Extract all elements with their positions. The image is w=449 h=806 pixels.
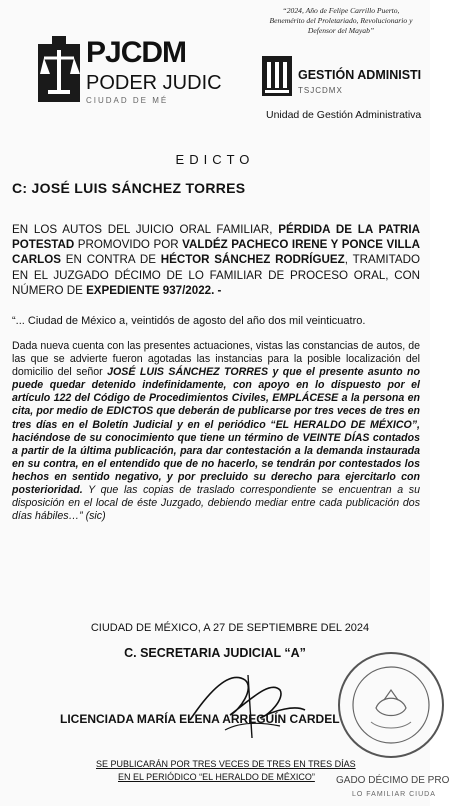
case-text-run: EN LOS AUTOS DEL JUICIO ORAL FAMILIAR, <box>12 223 279 236</box>
ruling-text-run: Dada nueva cuenta con las presentes actuaciones, vistas las constancias de autos, de las que se advierte fueron agotadas las instancias para la posible localización del domicilio del señor <box>12 340 420 379</box>
case-text-run: PROMOVIDO POR <box>74 238 183 252</box>
logo-acronym: PJCDM <box>86 36 187 69</box>
case-text-run: EXPEDIENTE 937/2022. - <box>86 283 222 297</box>
document-title: EDICTO <box>175 152 255 167</box>
case-text-run: , TRAMITADO EN EL JUZGADO DÉCIMO DE LO FAMILIAR DE PROCESO ORAL, CON NÚMERO DE <box>12 253 420 297</box>
secretary-title: C. SECRETARIA JUDICIAL “A” <box>124 646 306 660</box>
seal-caption: GADO DÉCIMO DE PRO <box>336 775 449 786</box>
logo-name: PODER JUDIC <box>86 72 222 94</box>
case-text-run: PÉRDIDA DE LA PATRIA POTESTAD <box>12 223 420 252</box>
header-motto: “2024, Año de Felipe Carrillo Puerto, Benemérito del Proletariado, Revolucionario y Defensor del Mayab” <box>269 6 413 35</box>
gestion-logo <box>262 52 430 102</box>
building-icon <box>262 56 292 96</box>
ruling-text-run: Y que las copias de traslado correspondiente se encuentran a su disposición en el local de éste Juzgado, debiendo mediar entre cada publicación dos días hábiles…” (sic) <box>12 484 420 523</box>
unit-name: Unidad de Gestión Administrativa <box>266 109 422 121</box>
publication-note <box>96 758 356 784</box>
addressee: C: JOSÉ LUIS SÁNCHEZ TORRES <box>12 180 246 196</box>
court-seal-stamp <box>336 650 446 760</box>
publication-note-line-1: SE PUBLICARÁN POR TRES VECES DE TRES EN TRES DÍAS <box>96 759 356 769</box>
scales-of-justice-icon <box>38 36 80 102</box>
gestion-title: GESTIÓN ADMINISTI <box>298 68 422 82</box>
seal-caption-2: LO FAMILIAR CIUDA <box>352 791 436 798</box>
case-paragraph <box>12 222 420 298</box>
date-line: CIUDAD DE MÉXICO, A 27 DE SEPTIEMBRE DEL 2024 <box>90 622 370 634</box>
gestion-subtitle: TSJCDMX <box>298 86 343 95</box>
ruling-text-run: JOSÉ LUIS SÁNCHEZ TORRES y que el presente asunto no puede quedar detenido indefinidamente, con apoyo en lo dispuesto por el artículo 122 del Código de Procedimientos Civiles, EMPLÁCESE a la persona en cita, por medio de EDICTOS que deberán de publicarse por tres veces de tres en tres días en el Boletín Judicial y en el periódico “EL HERALDO DE MÉXICO”, haciéndose de su conocimiento que tiene un término de VEINTE DÍAS contados a partir de la última publicación, para dar contestación a la demanda instaurada en su contra, en el entendido que de no hacerlo, se tendrán por contestados los hechos en sentido negativo, y por precluido su derecho para ejercitarlo con posterioridad. <box>12 366 420 497</box>
handwritten-signature <box>170 660 310 740</box>
case-text-run: HÉCTOR SÁNCHEZ RODRÍGUEZ <box>160 253 345 267</box>
case-text-run: EN CONTRA DE <box>60 253 161 267</box>
ruling-paragraph <box>12 340 420 523</box>
date-quote-paragraph: “... Ciudad de México a, veintidós de agosto del año dos mil veinticuatro. <box>12 315 366 327</box>
pjcdm-logo <box>38 36 222 108</box>
publication-note-line-2: EN EL PERIÓDICO “EL HERALDO DE MÉXICO” <box>118 772 315 782</box>
signer-name: LICENCIADA MARÍA ELENA ARREGUÍN CARDEL <box>60 712 340 726</box>
logo-subtitle: CIUDAD DE MÉ <box>86 96 169 105</box>
case-text-run: VALDÉZ PACHECO IRENE Y PONCE VILLA CARLOS <box>12 238 420 267</box>
